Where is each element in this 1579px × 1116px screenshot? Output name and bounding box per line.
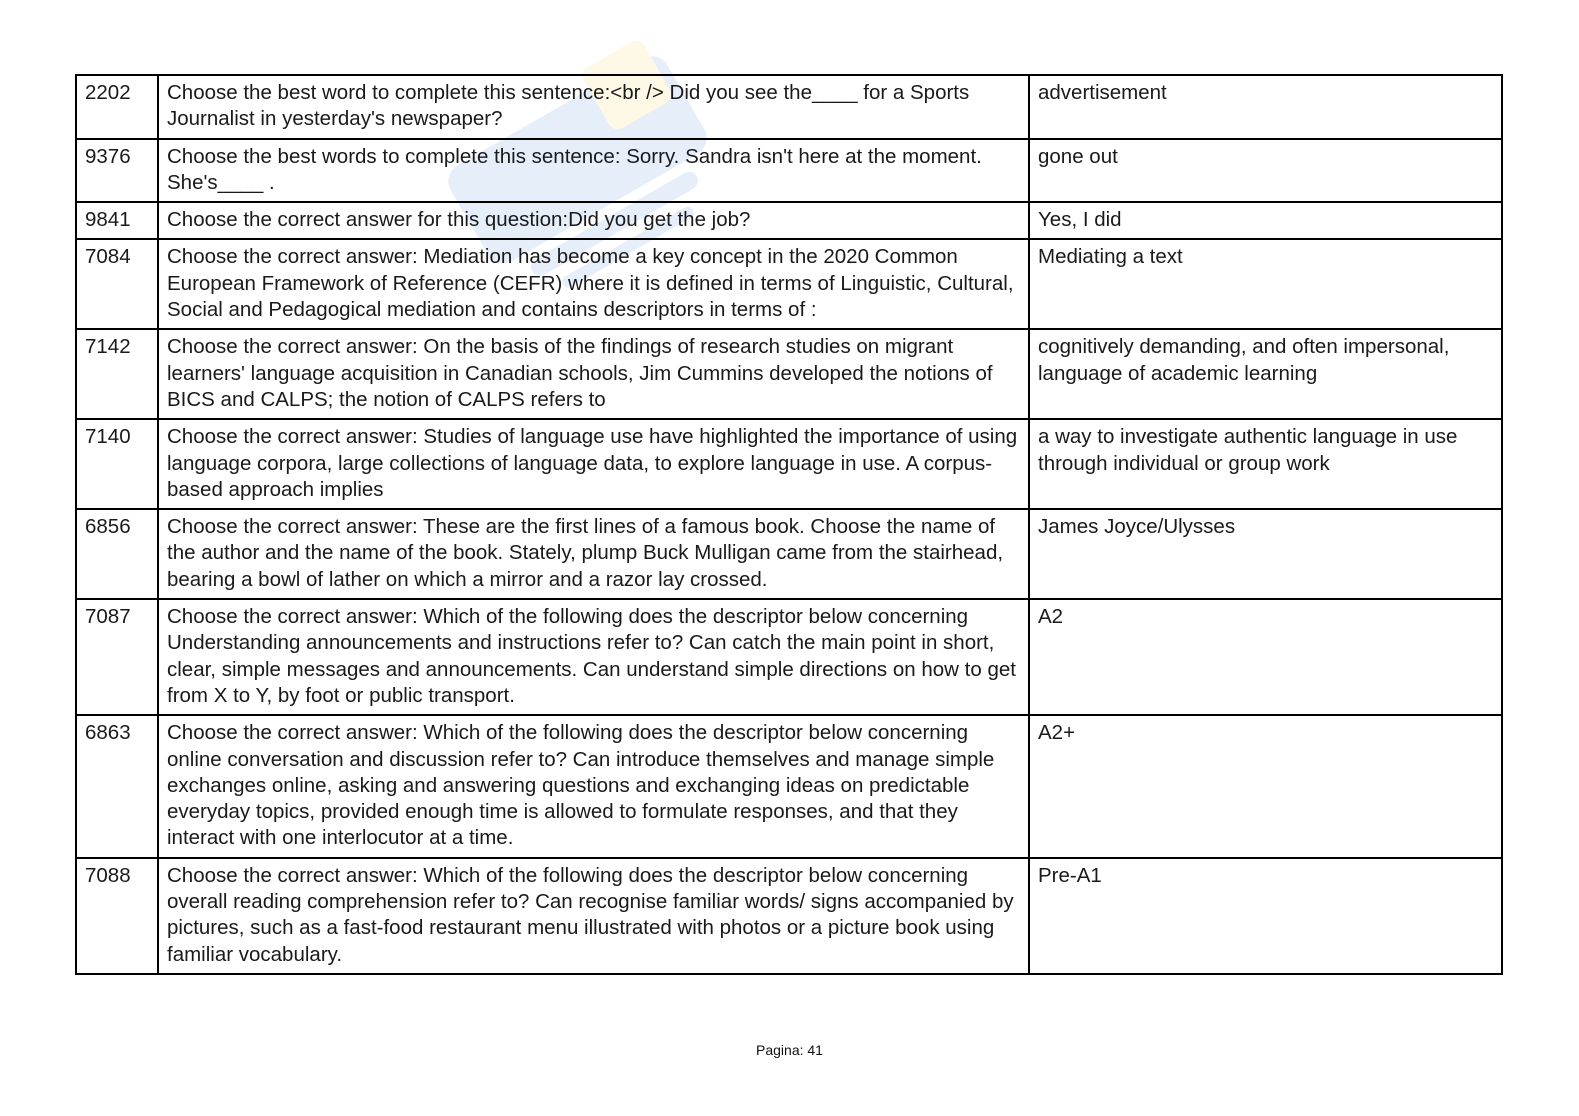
question-text: Choose the correct answer: Which of the following does the descriptor below concerning online conversation and discussion refer to? Can introduce themselves and manage simple exchanges online, asking and answering questions and exchanging ideas on predictable everyday topics, provided enough time is allowed to formulate responses, and that they interact with one interlocutor at a time.: [158, 715, 1029, 857]
answer-text: advertisement: [1029, 75, 1502, 139]
question-text: Choose the correct answer: Mediation has become a key concept in the 2020 Common European Framework of Reference (CEFR) where it is defined in terms of Linguistic, Cultural, Social and Pedagogical mediation and contains descriptors in terms of :: [158, 239, 1029, 329]
table-row: [76, 239, 1502, 329]
table-row: [76, 509, 1502, 599]
answer-text: James Joyce/Ulysses: [1029, 509, 1502, 599]
question-text: Choose the correct answer: On the basis of the findings of research studies on migrant learners' language acquisition in Canadian schools, Jim Cummins developed the notions of BICS and CALPS; the notion of CALPS refers to: [158, 329, 1029, 419]
question-id: 7088: [76, 858, 158, 974]
question-id: 7140: [76, 419, 158, 509]
question-text: Choose the correct answer for this question:Did you get the job?: [158, 202, 1029, 239]
question-text: Choose the best words to complete this sentence: Sorry. Sandra isn't here at the moment. She's____ .: [158, 139, 1029, 203]
question-text: Choose the correct answer: Which of the following does the descriptor below concerning overall reading comprehension refer to? Can recognise familiar words/ signs accompanied by pictures, such as a fast-food restaurant menu illustrated with photos or a picture book using familiar vocabulary.: [158, 858, 1029, 974]
answer-text: gone out: [1029, 139, 1502, 203]
table-row: [76, 419, 1502, 509]
answer-text: A2: [1029, 599, 1502, 715]
question-id: 6856: [76, 509, 158, 599]
question-text: Choose the correct answer: Studies of language use have highlighted the importance of using language corpora, large collections of language data, to explore language in use. A corpus- based approach implies: [158, 419, 1029, 509]
table-row: [76, 599, 1502, 715]
answer-text: cognitively demanding, and often impersonal, language of academic learning: [1029, 329, 1502, 419]
answer-text: Yes, I did: [1029, 202, 1502, 239]
page-number: Pagina: 41: [756, 1042, 823, 1058]
question-id: 7084: [76, 239, 158, 329]
question-id: 2202: [76, 75, 158, 139]
question-answer-table: [75, 74, 1503, 975]
question-id: 9841: [76, 202, 158, 239]
answer-text: Pre-A1: [1029, 858, 1502, 974]
question-id: 7087: [76, 599, 158, 715]
table-row: [76, 202, 1502, 239]
table-row: [76, 139, 1502, 203]
table-row: [76, 715, 1502, 857]
table-row: [76, 75, 1502, 139]
question-text: Choose the correct answer: Which of the following does the descriptor below concerning Understanding announcements and instructions refer to? Can catch the main point in short, clear, simple messages and announcements. Can understand simple directions on how to get from X to Y, by foot or public transport.: [158, 599, 1029, 715]
answer-text: Mediating a text: [1029, 239, 1502, 329]
table-row: [76, 329, 1502, 419]
question-id: 7142: [76, 329, 158, 419]
answer-text: A2+: [1029, 715, 1502, 857]
question-text: Choose the best word to complete this sentence:<br /> Did you see the____ for a Sports Journalist in yesterday's newspaper?: [158, 75, 1029, 139]
question-text: Choose the correct answer: These are the first lines of a famous book. Choose the name of the author and the name of the book. Stately, plump Buck Mulligan came from the stairhead, bearing a bowl of lather on which a mirror and a razor lay crossed.: [158, 509, 1029, 599]
answer-text: a way to investigate authentic language in use through individual or group work: [1029, 419, 1502, 509]
table-row: [76, 858, 1502, 974]
question-id: 9376: [76, 139, 158, 203]
question-id: 6863: [76, 715, 158, 857]
